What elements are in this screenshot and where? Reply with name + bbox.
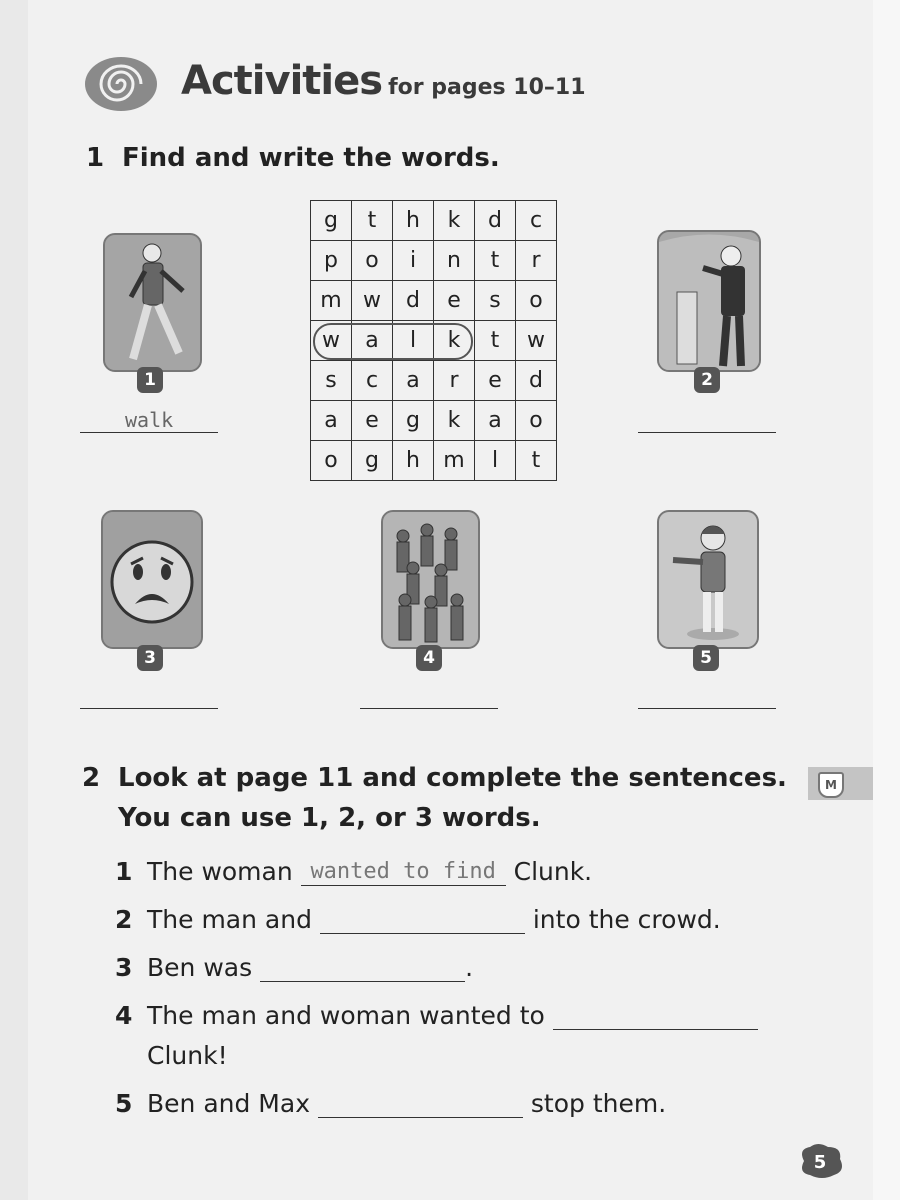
grid-letter: a (352, 321, 393, 361)
grid-row (311, 441, 557, 481)
answer-line-3[interactable] (80, 708, 218, 709)
grid-letter: w (311, 321, 352, 361)
m-shield-icon: M (818, 772, 844, 798)
grid-letter: k (434, 201, 475, 241)
grid-letter: t (352, 201, 393, 241)
grid-letter: m (434, 441, 475, 481)
sentence-number: 2 (115, 905, 133, 934)
grid-letter: o (516, 281, 557, 321)
sentence-3 (115, 953, 473, 982)
picture-1 (103, 233, 202, 372)
sentence-after: . (465, 953, 474, 982)
section-2-heading-line-2: You can use 1, 2, or 3 words. (118, 803, 541, 833)
grid-letter: g (393, 401, 434, 441)
grid-letter: c (352, 361, 393, 401)
grid-letter: t (475, 241, 516, 281)
picture-badge-4: 4 (416, 645, 442, 671)
grid-letter: a (393, 361, 434, 401)
picture-4 (381, 510, 480, 649)
title-text: Activities (181, 58, 383, 104)
grid-row (311, 241, 557, 281)
title-subtitle: for pages 10–11 (388, 75, 586, 100)
sentence-before: The woman (147, 857, 293, 886)
picture-2 (657, 230, 761, 372)
answer-1: walk (125, 408, 174, 432)
page-edge (873, 0, 900, 1200)
sentence-before: The man and woman wanted to (147, 1001, 545, 1030)
grid-letter: r (434, 361, 475, 401)
grid-letter: i (393, 241, 434, 281)
grid-letter: h (393, 441, 434, 481)
section-2-line-1: Look at page 11 and complete the sentences. (118, 763, 787, 793)
sentence-before: The man and (147, 905, 312, 934)
grid-letter: o (352, 241, 393, 281)
grid-letter: c (516, 201, 557, 241)
grid-letter: o (516, 401, 557, 441)
grid-row (311, 361, 557, 401)
grid-row (311, 281, 557, 321)
section-1-number: 1 (86, 143, 105, 173)
grid-letter: a (475, 401, 516, 441)
sentence-5-blank[interactable] (318, 1091, 523, 1118)
section-1-text: Find and write the words. (122, 143, 500, 173)
grid-letter: m (311, 281, 352, 321)
page-number: 5 (813, 1152, 827, 1173)
picture-badge-3: 3 (137, 645, 163, 671)
page-title (181, 58, 586, 104)
walking-boy-icon (105, 235, 200, 370)
crowd-icon (383, 512, 478, 647)
grid-letter: o (311, 441, 352, 481)
scared-face-icon (103, 512, 201, 647)
sentence-number: 3 (115, 953, 133, 982)
grid-letter: w (516, 321, 557, 361)
grid-letter: p (311, 241, 352, 281)
grid-letter: t (475, 321, 516, 361)
grid-letter: d (516, 361, 557, 401)
grid-letter: s (475, 281, 516, 321)
sentence-1-blank[interactable]: wanted to find (301, 859, 506, 886)
found-word-circle (313, 323, 473, 360)
sentence-number: 4 (115, 1001, 133, 1030)
section-1-heading (86, 143, 500, 173)
grid-letter: t (516, 441, 557, 481)
picture-badge-5: 5 (693, 645, 719, 671)
sentence-2 (115, 905, 721, 934)
picture-5 (657, 510, 759, 649)
answer-line-4[interactable] (360, 708, 498, 709)
sentence-5 (115, 1089, 666, 1118)
sentence-number: 5 (115, 1089, 133, 1118)
sentence-4-line-2: Clunk! (147, 1041, 228, 1070)
grid-letter: e (475, 361, 516, 401)
answer-line-1[interactable] (80, 432, 218, 433)
sentence-4 (115, 1001, 758, 1030)
grid-letter: n (434, 241, 475, 281)
section-2-number: 2 (82, 763, 101, 793)
grid-letter: k (434, 401, 475, 441)
grid-letter: e (352, 401, 393, 441)
picture-3 (101, 510, 203, 649)
grid-letter: l (475, 441, 516, 481)
grid-letter: d (393, 281, 434, 321)
picture-badge-1: 1 (137, 367, 163, 393)
sentence-after: into the crowd. (532, 905, 721, 934)
grid-letter: d (475, 201, 516, 241)
sentence-4-blank[interactable] (553, 1003, 758, 1030)
sentence-before: Ben was (147, 953, 253, 982)
grid-letter: e (434, 281, 475, 321)
grid-letter: g (311, 201, 352, 241)
grid-row (311, 401, 557, 441)
knocking-man-icon (659, 232, 759, 370)
sentence-number: 1 (115, 857, 133, 886)
grid-letter: k (434, 321, 475, 361)
sentence-after: stop them. (530, 1089, 667, 1118)
grid-letter: l (393, 321, 434, 361)
page-number-badge (798, 1143, 844, 1179)
grid-letter: h (393, 201, 434, 241)
grid-letter: a (311, 401, 352, 441)
answer-line-5[interactable] (638, 708, 776, 709)
section-2-heading (82, 763, 787, 793)
grid-row (311, 201, 557, 241)
sentence-before: Ben and Max (147, 1089, 310, 1118)
picture-badge-2: 2 (694, 367, 720, 393)
pointing-boy-icon (659, 512, 757, 647)
sentence-after: Clunk. (513, 857, 593, 886)
grid-letter: r (516, 241, 557, 281)
sentence-3-blank[interactable] (260, 955, 465, 982)
grid-letter: g (352, 441, 393, 481)
answer-line-2[interactable] (638, 432, 776, 433)
swirl-logo-icon (83, 55, 159, 113)
sentence-2-blank[interactable] (320, 907, 525, 934)
grid-letter: w (352, 281, 393, 321)
sentence-1 (115, 857, 592, 886)
grid-letter: s (311, 361, 352, 401)
